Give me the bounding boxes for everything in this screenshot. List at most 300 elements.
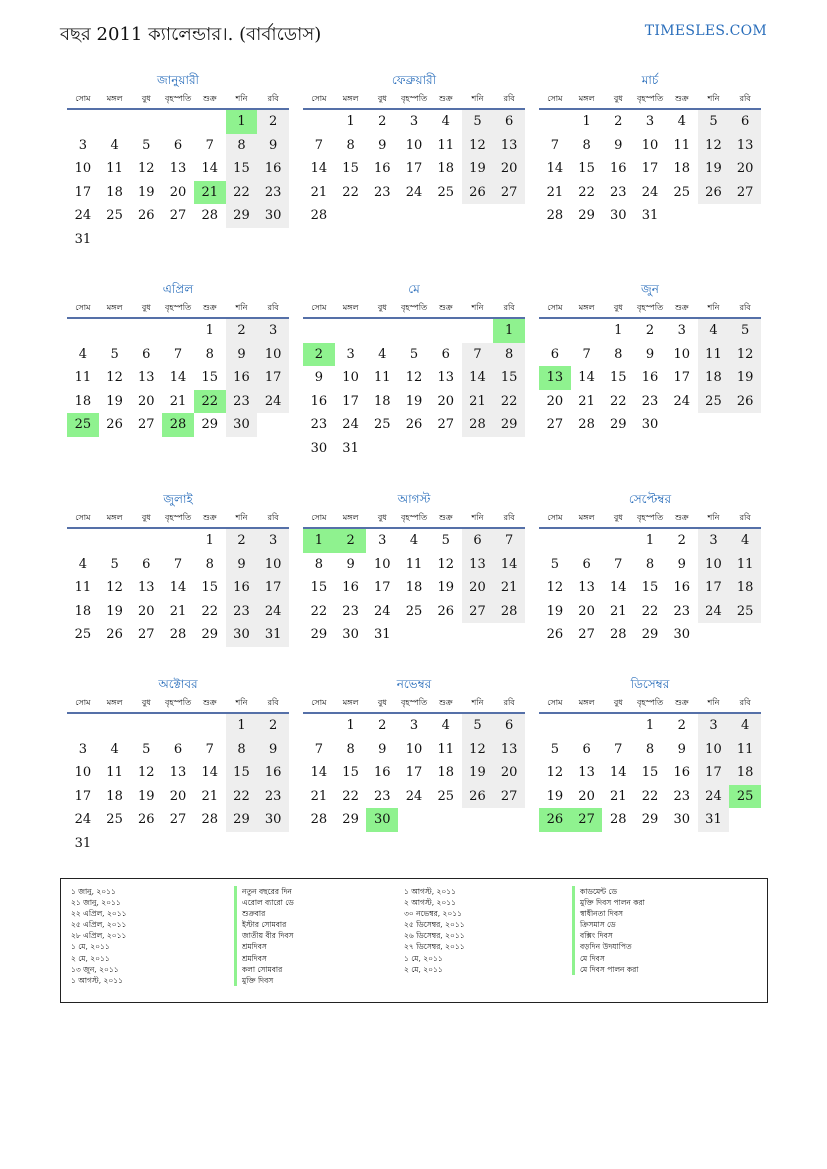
day-cell: 27 [571,808,603,832]
empty-cell [398,319,430,343]
day-cell: 3 [78,741,87,757]
week-row [539,110,761,134]
day-cell: 22 [342,788,359,804]
empty-cell [571,529,603,553]
weekday-label: মঙ্গল [342,513,359,522]
week-row [67,366,289,390]
week-row [539,553,761,577]
weekday-label: সোম [547,698,563,707]
day-cell: 13 [493,738,525,762]
weekday-label: শনি [707,513,720,522]
empty-cell [398,623,430,647]
empty-cell [462,319,494,343]
week-row [303,714,525,738]
day-cell: 26 [462,181,494,205]
page-title: বছর 2011 ক্যালেন্ডার।. (বার্বাডোস) [60,24,322,45]
weekday-label: শুক্র [202,698,217,707]
legend-date: ২৫ এপ্রিল, ২০১১ [71,920,127,930]
day-cell: 14 [610,580,627,595]
empty-cell [67,110,99,134]
day-cell: 13 [169,765,187,780]
weekday-label: বৃহস্পতি [400,513,428,522]
empty-cell [430,808,462,832]
day-cell: 28 [201,208,218,223]
empty-cell [162,832,194,856]
empty-cell [67,714,99,738]
day-cell: 19 [138,788,155,804]
day-cell: 11 [74,580,92,595]
week-row [67,110,289,134]
empty-cell [462,437,494,461]
weekday-label: বুধ [377,303,387,312]
week-row [67,576,289,600]
day-cell: 16 [641,370,659,385]
legend-holiday-name: কাডমেন্ট ডে [572,886,645,897]
empty-cell [493,623,525,647]
day-cell: 29 [201,417,218,432]
day-cell: 21 [578,393,595,409]
week-row [303,738,525,762]
day-cell: 4 [441,718,450,733]
empty-cell [335,319,367,343]
legend-holiday-name: স্বাধীনতা দিবস [572,908,645,919]
day-cell: 5 [441,533,450,548]
day-cell: 7 [314,137,323,153]
weekday-label: সোম [75,94,91,103]
day-cell: 12 [106,370,123,385]
day-cell: 5 [110,556,119,572]
week-row [67,228,289,252]
day-cell: 14 [310,161,328,176]
weekday-label: সোম [311,513,327,522]
day-cell: 21 [310,788,328,804]
day-cell: 1 [346,718,355,733]
week-row [539,319,761,343]
brand-link[interactable]: TIMESLES.COM [644,23,767,39]
day-cell: 29 [226,808,258,832]
empty-cell [257,413,289,437]
weekday-label: সোম [311,303,327,312]
day-cell: 12 [106,580,123,595]
empty-cell [539,110,571,134]
day-cell: 16 [374,161,391,176]
week-row [303,761,525,785]
day-cell: 24 [74,812,92,827]
day-cell: 22 [610,393,627,409]
day-cell: 21 [194,181,226,205]
weekday-header [67,299,289,319]
day-cell: 16 [374,765,391,780]
day-cell: 1 [645,533,655,548]
weekday-label: শনি [707,698,720,707]
weekday-header [67,509,289,529]
week-row [539,808,761,832]
holiday-legend [60,878,768,1003]
legend-names-2 [572,886,645,975]
day-cell: 25 [405,603,423,619]
empty-cell [99,529,131,553]
day-cell: 2 [614,114,623,129]
day-cell: 23 [226,390,258,414]
day-cell: 2 [257,110,289,134]
legend-date: ২৭ ডিসেম্বর, ২০১১ [404,942,465,952]
day-cell: 25 [673,184,690,200]
week-row [539,181,761,205]
day-cell: 23 [374,788,391,804]
day-cell: 31 [641,208,659,223]
day-cell: 23 [673,788,690,804]
empty-cell [698,413,730,437]
day-cell: 10 [405,137,423,153]
day-cell: 5 [142,741,151,757]
day-cell: 3 [257,319,289,343]
day-cell: 28 [162,413,194,437]
weekday-label: বুধ [613,303,623,312]
empty-cell [398,204,430,228]
weekday-label: শনি [235,698,248,707]
week-row [303,413,525,437]
day-cell: 1 [645,718,655,733]
day-cell: 1 [582,114,591,129]
day-cell: 15 [610,370,627,385]
day-cell: 3 [698,714,730,738]
day-cell: 20 [493,761,525,785]
day-cell: 14 [610,765,627,780]
weekday-label: রবি [267,94,279,103]
empty-cell [539,714,571,738]
day-cell: 5 [462,714,494,738]
weekday-header [67,694,289,714]
legend-date: ২ মে, ২০১১ [71,953,110,963]
empty-cell [162,529,194,553]
day-cell: 16 [257,761,289,785]
day-cell: 22 [641,603,659,619]
day-cell: 15 [493,366,525,390]
weekday-label: রবি [739,303,751,312]
week-row [303,134,525,158]
month-name: আগস্ট [397,492,431,506]
day-cell: 21 [610,603,627,619]
day-cell: 23 [610,184,627,200]
weekday-label: সোম [75,513,91,522]
day-cell: 6 [441,346,450,362]
legend-date: ২৬ ডিসেম্বর, ২০১১ [404,931,465,941]
day-cell: 10 [405,741,423,757]
day-cell: 18 [106,788,123,804]
day-cell: 23 [342,603,359,619]
empty-cell [398,437,430,461]
week-row [67,390,289,414]
day-cell: 29 [226,204,258,228]
weekday-label: মঙ্গল [578,94,595,103]
day-cell: 6 [462,529,494,553]
weekday-label: সোম [547,303,563,312]
day-cell: 3 [346,346,355,362]
day-cell: 13 [539,366,571,390]
day-cell: 24 [698,600,730,624]
weekday-label: রবি [503,698,515,707]
day-cell: 20 [729,157,761,181]
month-calendar [539,279,761,437]
empty-cell [130,228,162,252]
week-row [303,623,525,647]
legend-holiday-name: মুক্তি দিবস পালন করা [572,897,645,908]
day-cell: 10 [641,137,659,153]
legend-date: ৩০ নভেম্বর, ২০১১ [404,909,463,919]
day-cell: 23 [257,181,289,205]
month-calendar [303,279,525,460]
month-name: জানুয়ারী [157,73,199,87]
day-cell: 1 [226,110,258,134]
empty-cell [493,204,525,228]
day-cell: 27 [578,627,595,642]
week-row [67,553,289,577]
day-cell: 11 [437,137,454,153]
day-cell: 2 [335,529,367,553]
day-cell: 12 [698,134,730,158]
day-cell: 16 [226,576,258,600]
weekday-label: সোম [311,698,327,707]
day-cell: 31 [374,627,391,642]
day-cell: 4 [378,346,387,362]
week-row [67,157,289,181]
day-cell: 11 [698,343,730,367]
day-cell: 7 [493,529,525,553]
day-cell: 22 [201,603,218,619]
day-cell: 23 [310,417,328,432]
empty-cell [194,228,226,252]
day-cell: 19 [546,603,564,619]
day-cell: 6 [142,346,151,362]
weekday-label: রবি [739,698,751,707]
weekday-label: বৃহস্পতি [164,513,192,522]
day-cell: 9 [346,556,355,572]
empty-cell [666,413,698,437]
day-cell: 18 [374,393,391,409]
month-name: নভেম্বর [396,677,432,691]
day-cell: 5 [462,110,494,134]
weekday-label: বুধ [613,698,623,707]
week-row [539,204,761,228]
day-cell: 7 [205,741,214,757]
week-row [303,437,525,461]
day-cell: 26 [698,181,730,205]
weekday-label: বৃহস্পতি [636,94,664,103]
day-cell: 20 [578,603,595,619]
day-cell: 12 [462,134,494,158]
day-cell: 25 [729,600,761,624]
legend-dates-2 [404,886,465,975]
empty-cell [729,413,761,437]
day-cell: 30 [342,627,359,642]
week-row [303,343,525,367]
week-row [67,761,289,785]
day-cell: 26 [106,627,123,642]
weekday-label: বুধ [377,698,387,707]
day-cell: 10 [673,346,690,362]
day-cell: 19 [138,184,155,200]
legend-dates-1 [71,886,126,986]
day-cell: 22 [493,390,525,414]
legend-holiday-name: কলা সোমবার [234,964,294,975]
day-cell: 31 [74,231,92,247]
day-cell: 28 [462,413,494,437]
weekday-label: সোম [75,698,91,707]
weekday-label: বৃহস্পতি [400,698,428,707]
weekday-header [539,90,761,110]
day-cell: 11 [405,556,423,572]
weekday-label: রবি [739,94,751,103]
day-cell: 29 [493,413,525,437]
day-cell: 11 [437,741,454,757]
weekday-label: মঙ্গল [106,698,123,707]
day-cell: 14 [546,161,564,176]
day-cell: 8 [346,137,355,153]
week-row [539,529,761,553]
day-cell: 15 [342,765,359,780]
week-row [67,343,289,367]
day-cell: 19 [462,157,494,181]
empty-cell [99,319,131,343]
month-name: ফেব্রুয়ারী [391,73,437,87]
day-cell: 14 [462,366,494,390]
weekday-label: রবি [267,698,279,707]
empty-cell [67,319,99,343]
empty-cell [303,319,335,343]
day-cell: 8 [582,137,591,153]
month-calendar [303,489,525,647]
day-cell: 17 [698,576,730,600]
day-cell: 8 [205,346,214,362]
week-row [539,157,761,181]
weekday-label: বুধ [613,94,623,103]
empty-cell [194,110,226,134]
weekday-label: শুক্র [202,513,217,522]
week-row [539,390,761,414]
weekday-label: শুক্র [438,513,453,522]
day-cell: 13 [138,370,155,385]
week-row [539,623,761,647]
day-cell: 6 [582,556,591,572]
day-cell: 17 [673,370,690,385]
legend-date: ২ মে, ২০১১ [404,964,443,974]
day-cell: 17 [641,161,659,176]
day-cell: 4 [729,529,761,553]
weekday-label: শনি [471,303,484,312]
day-cell: 5 [409,346,419,362]
day-cell: 14 [169,580,187,595]
week-row [539,714,761,738]
day-cell: 12 [462,738,494,762]
day-cell: 27 [493,785,525,809]
day-cell: 26 [437,603,454,619]
day-cell: 28 [169,627,187,642]
day-cell: 14 [578,370,595,385]
month-name: অক্টোবর [158,677,198,691]
day-cell: 21 [201,788,218,804]
month-name: এপ্রিল [162,282,194,296]
day-cell: 1 [205,533,214,548]
day-cell: 3 [257,529,289,553]
day-cell: 21 [493,576,525,600]
week-row [67,319,289,343]
day-cell: 10 [698,738,730,762]
week-row [67,623,289,647]
day-cell: 31 [74,835,92,851]
legend-date: ২ আগস্ট, ২০১১ [404,898,456,908]
day-cell: 20 [462,576,494,600]
day-cell: 20 [138,393,155,409]
empty-cell [162,110,194,134]
day-cell: 25 [67,413,99,437]
day-cell: 25 [729,785,761,809]
legend-date: ২২ এপ্রিল, ২০১১ [71,909,127,919]
weekday-label: মঙ্গল [578,698,595,707]
day-cell: 7 [173,346,183,362]
weekday-label: রবি [739,513,751,522]
weekday-label: মঙ্গল [342,94,359,103]
month-calendar [539,674,761,832]
week-row [539,343,761,367]
day-cell: 26 [405,417,423,432]
empty-cell [99,832,131,856]
day-cell: 6 [493,714,525,738]
day-cell: 25 [106,208,123,223]
empty-cell [398,808,430,832]
day-cell: 19 [546,788,564,804]
day-cell: 26 [546,627,564,642]
day-cell: 19 [462,761,494,785]
empty-cell [303,110,335,134]
day-cell: 8 [226,134,258,158]
day-cell: 12 [729,343,761,367]
week-row [67,808,289,832]
week-row [67,600,289,624]
day-cell: 8 [314,556,323,572]
empty-cell [257,228,289,252]
day-cell: 10 [257,343,289,367]
day-cell: 28 [310,812,328,827]
legend-holiday-name: শুক্রবার [234,908,294,919]
empty-cell [99,110,131,134]
day-cell: 3 [645,114,655,129]
week-row [303,785,525,809]
legend-holiday-name: শ্রমদিবস [234,953,294,964]
legend-date: ২৮ এপ্রিল, ২০১১ [71,931,127,941]
legend-holiday-name: ইস্টার সোমবার [234,919,294,930]
month-name: জুলাই [163,492,193,506]
day-cell: 29 [342,812,359,827]
day-cell: 8 [346,741,355,757]
weekday-label: শুক্র [674,698,689,707]
weekday-label: শুক্র [438,698,453,707]
day-cell: 23 [374,184,391,200]
empty-cell [99,714,131,738]
day-cell: 8 [205,556,214,572]
day-cell: 26 [729,390,761,414]
day-cell: 28 [201,812,218,827]
legend-holiday-name: বক্সিং দিবস [572,930,645,941]
empty-cell [130,319,162,343]
day-cell: 7 [614,741,623,757]
day-cell: 20 [169,184,187,200]
day-cell: 31 [257,623,289,647]
day-cell: 30 [257,204,289,228]
day-cell: 30 [226,413,258,437]
day-cell: 28 [493,600,525,624]
day-cell: 17 [374,580,391,595]
day-cell: 1 [346,114,355,129]
